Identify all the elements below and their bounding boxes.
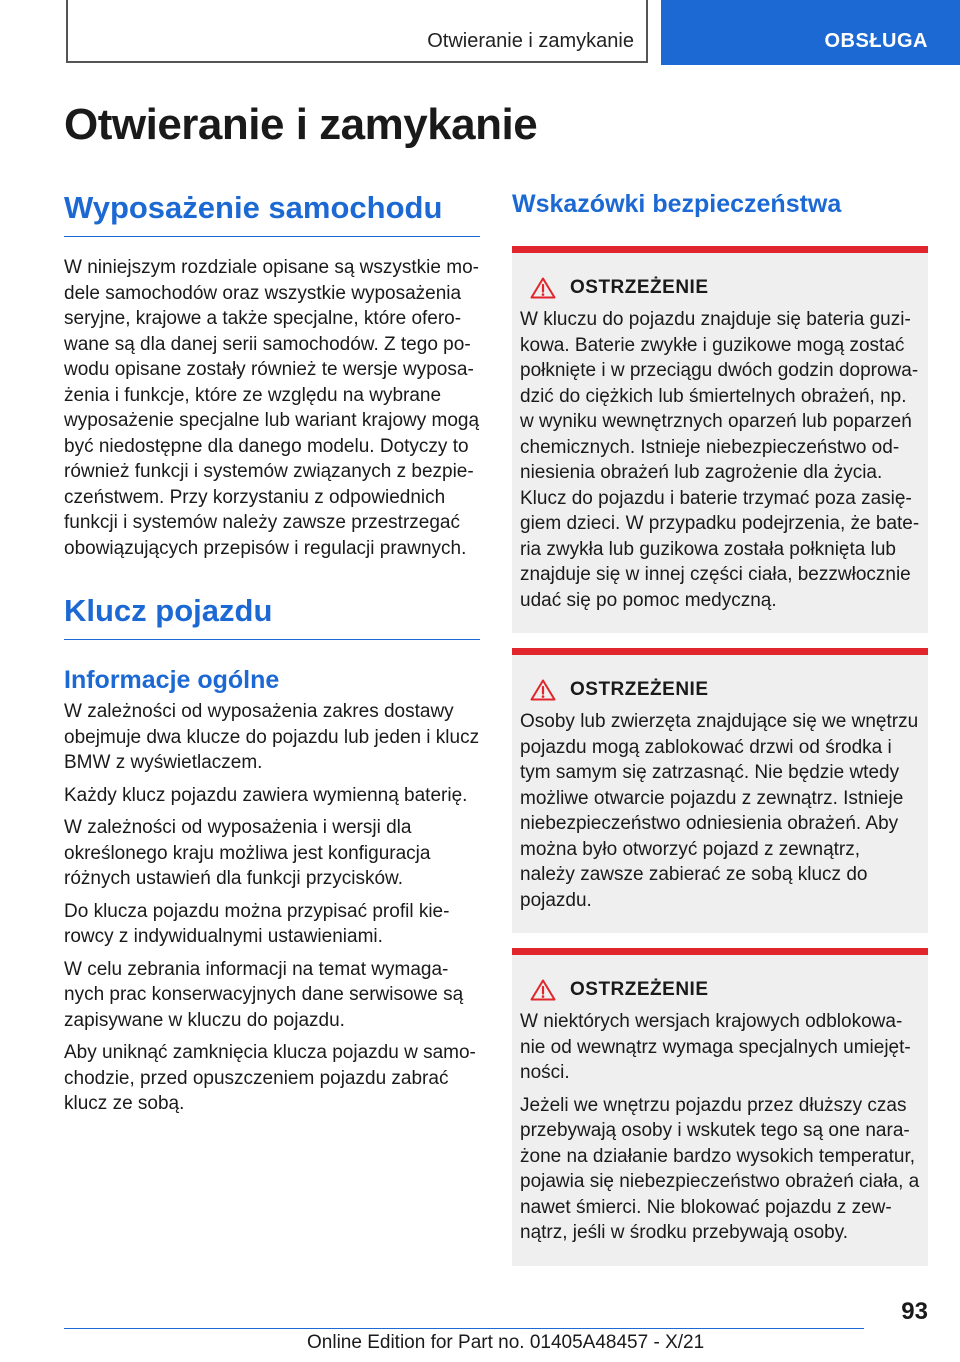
header-tab-label: OBSŁUGA [824,30,928,52]
warning-text: Jeżeli we wnętrzu pojazdu przez dłuższy czas przebywają osoby i wskutek tego są one narażone na działanie bardzo wysokich temperatur, pojawia się niebezpieczeństwo obrażeń ciała, a nawet śmierci. Nie blokować pojazdu z zewnątrz, jeśli w środku przebywają osoby. [520,1094,920,1243]
warning-header [530,277,920,299]
warning-label: OSTRZEŻENIE [570,979,709,1000]
general-info-heading: Informacje ogólne [64,666,280,694]
warning-text: Osoby lub zwierzęta znajdujące się we wnętrzu pojazdu mogą zablokować drzwi od środka i tym samym się zatrzasnąć. Nie będzie wtedy możliwe otwarcie pojazdu z zewnątrz. Istnieje niebezpieczeństwo odniesienia obrażeń. Aby można było otworzyć pojazd z zewnątrz, należy zawsze zabierać ze sobą klucz do pojazdu. [520,711,919,911]
key-heading: Klucz pojazdu [64,593,480,640]
general-paragraph: Każdy klucz pojazdu zawiera wymienną baterię. [64,784,468,806]
header-section-box [66,0,648,63]
warning-label: OSTRZEŻENIE [570,277,709,298]
general-paragraph: W zależności od wyposażenia i wersji dla określonego kraju możliwa jest konfiguracja różnych ustawień dla funkcji przycisków. [64,817,431,889]
general-paragraph: Aby uniknąć zamknięcia klucza pojazdu w samochodzie, przed opuszczeniem pojazdu zabrać klucz ze sobą. [64,1042,476,1114]
warning-header [530,979,920,1001]
left-column [64,190,480,1117]
page-title: Otwieranie i zamykanie [64,100,538,149]
warning-text: W kluczu do pojazdu znajduje się bateria guzikowa. Baterie zwykłe i guzikowe mogą zostać połknięte i w przeciągu dwóch godzin doprowadzić do ciężkich lub śmiertelnych obrażeń, np. w wyniku wewnętrznych oparzeń lub poparzeń chemicznych. Istnieje niebezpieczeństwo odniesienia obrażeń lub zagrożenie dla życia. Klucz do pojazdu i baterie trzymać poza zasięgiem dzieci. W przypadku podejrzenia, że bateria zwykła lub guzikowa została połknięta lub znajduje się w innej części ciała, bezzwłocznie udać się po pomoc medyczną. [520,309,920,611]
general-paragraph: W celu zebrania informacji na temat wymaganych prac konserwacyjnych dane serwisowe są zapisywane w kluczu do pojazdu. [64,958,464,1031]
general-paragraph: W zależności od wyposażenia zakres dostawy obejmuje dwa klucze do pojazdu lub jeden i klucz BMW z wyświetlaczem. [64,701,480,773]
general-paragraph: Do klucza pojazdu można przypisać profil kierowcy z indywidualnymi ustawieniami. [64,900,450,947]
warning-triangle-icon [530,979,556,1001]
footer-edition: Online Edition for Part no. 01405A48457 - X/21 [307,1332,705,1353]
warning-box [512,648,928,933]
equipment-text: W niniejszym rozdziale opisane są wszystkie modele samochodów oraz wszystkie wyposażenia seryjne, krajowe a także specjalne, które oferowane są dla danej serii samochodów. Z tego powodu opisane zostały również te wersje wyposażenia i funkcje, które ze względu na wybrane wyposażenie specjalne lub wariant krajowy mogą być niedostępne dla danego modelu. Dotyczy to również funkcji i systemów związanych z bezpieczeństwem. Przy korzystaniu z odpowiednich funkcji i systemów należy zawsze przestrzegać obowiązujących przepisów i regulacji prawnych. [64,257,480,559]
warning-label: OSTRZEŻENIE [570,679,709,700]
header-section-title: Otwieranie i zamykanie [427,30,634,52]
warning-triangle-icon [530,679,556,701]
header-tab-obsluga[interactable] [661,0,960,65]
warning-header [530,679,920,701]
page-number: 93 [901,1298,928,1325]
footer-divider [64,1328,864,1329]
warning-box [512,948,928,1266]
warning-box [512,246,928,633]
right-column [512,190,928,1266]
safety-heading: Wskazówki bezpieczeństwa [512,190,842,218]
warning-text: W niektórych wersjach krajowych odblokowanie od wewnątrz wymaga specjalnych umiejętności. [520,1011,911,1083]
warning-triangle-icon [530,277,556,299]
equipment-heading: Wyposażenie samochodu [64,190,480,237]
